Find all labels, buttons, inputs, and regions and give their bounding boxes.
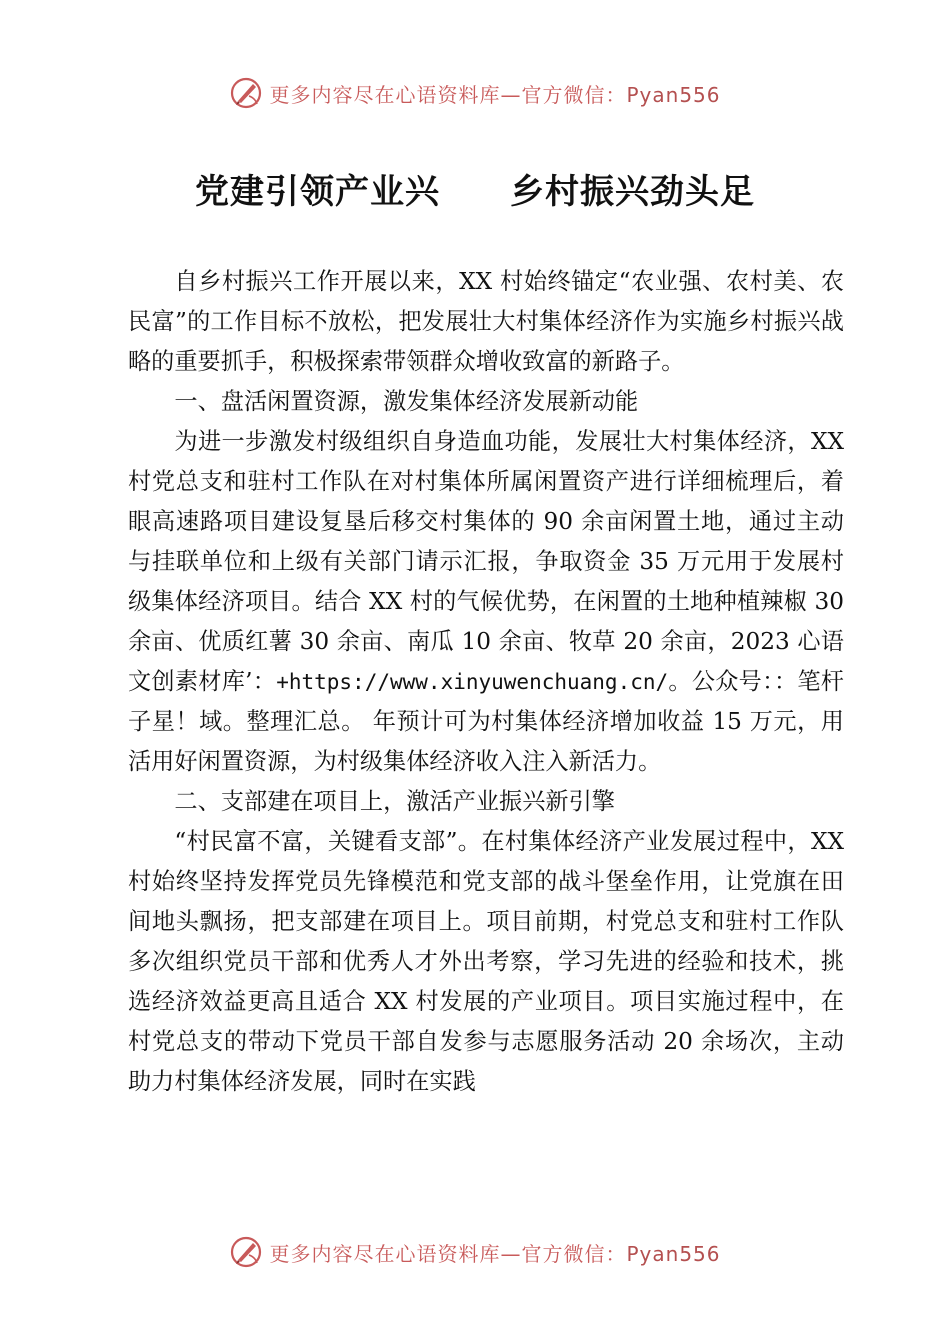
banner-label: 更多内容尽在心语资料库—官方微信：	[269, 82, 627, 107]
footer-banner	[0, 1232, 950, 1272]
paragraph-section-1	[128, 422, 844, 782]
banner-text	[269, 79, 720, 108]
paragraph-intro: 自乡村振兴工作开展以来，XX 村始终锚定“农业强、农村美、农民富”的工作目标不放松，把发展壮大村集体经济作为实施乡村振兴战略的重要抓手，积极探索带领群众增收致富的新路子。	[128, 268, 844, 375]
banner-wechat-id: Pyan556	[626, 1241, 721, 1266]
watermark-url: +https://www.xinyuwenchuang.cn/	[276, 670, 669, 694]
banner-wechat-id: Pyan556	[626, 82, 721, 107]
pen-quill-logo-icon	[229, 1235, 263, 1269]
banner-label: 更多内容尽在心语资料库—官方微信：	[269, 1241, 627, 1266]
section-heading-1: 一、盘活闲置资源，激发集体经济发展新动能	[174, 388, 639, 415]
section-1-text-a: 为进一步激发村级组织自身造血功能，发展壮大村集体经济，XX 村党总支和驻村工作队在对村集体所属闲置资产进行详细梳理后，着眼高速路项目建设复垦后移交村集体的 90 余亩闲置土地，通过主动与挂联单位和上级有关部门请示汇报，争取资金 35 万元用于发展村级集体经济项目。结合 XX 村的气候优势，在闲置的土地种植辣椒 30 余亩、优质红薯 30 余亩、南瓜 10 余亩、牧草 20 余亩，2023 心语文创素材库’：	[128, 428, 844, 695]
banner-text	[269, 1238, 720, 1267]
title-left: 党建引领产业兴	[195, 172, 440, 212]
header-banner	[0, 73, 950, 113]
article-body	[128, 262, 844, 1102]
paragraph-section-2: “村民富不富，关键看支部”。在村集体经济产业发展过程中，XX 村始终坚持发挥党员先锋模范和党支部的战斗堡垒作用，让党旗在田间地头飘扬，把支部建在项目上。项目前期，村党总支和驻村工作队多次组织党员干部和优秀人才外出考察，学习先进的经验和技术，挑选经济效益更高且适合 XX 村发展的产业项目。项目实施过程中，在村党总支的带动下党员干部自发参与志愿服务活动 20 余场次，主动助力村集体经济发展，同时在实践	[128, 828, 844, 1095]
page-title	[0, 164, 950, 213]
section-1-text-b: 。公众号：：笔杆子星！域。整理汇总。 年预计可为村集体经济增加收益 15 万元，用活用好闲置资源，为村级集体经济收入注入新活力。	[128, 668, 844, 775]
pen-quill-logo-icon	[229, 76, 263, 110]
section-heading-2: 二、支部建在项目上，激活产业振兴新引擎	[174, 788, 615, 815]
title-right: 乡村振兴劲头足	[510, 172, 755, 212]
